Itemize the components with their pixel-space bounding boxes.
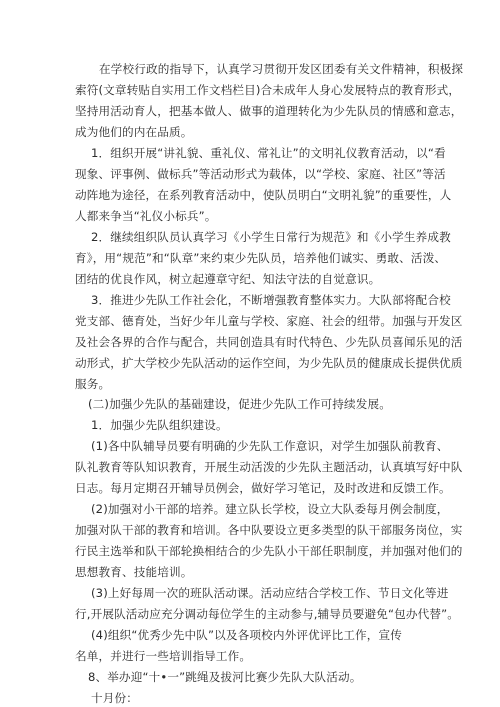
text-line: (3)上好每周一次的班队活动课。活动应结合学校工作、节日文化等进: [91, 586, 449, 600]
text-line: 1．加强少先队组织建设。: [91, 418, 228, 432]
text-line: 党支部、德育处，当好少年儿童与学校、家庭、社会的纽带。加强与开发区: [75, 314, 463, 328]
text-line: (二)加强少先队的基础建设，促进少先队工作可持续发展。: [88, 397, 391, 411]
text-line: 1．组织开展“讲礼貌、重礼仪、常礼让”的文明礼仪教育活动，以“看: [91, 146, 446, 160]
text-line: 动形式，扩大学校少先队活动的运作空间，为少先队员的健康成长提供优质: [75, 356, 463, 370]
text-line: 索符(文章转贴自实用工作文档栏目)合未成年人身心发展特点的教育形式，: [75, 83, 461, 97]
text-line: 2．继续组织队员认真学习《小学生日常行为规范》和《小学生养成教: [91, 230, 451, 244]
text-line: 团结的优良作风，树立起遵章守纪、知法守法的自觉意识。: [75, 272, 381, 286]
text-line: 现象、评事例、做标兵”等活动形式为载体，以“学校、家庭、社区”等活: [75, 167, 446, 181]
text-line: 行民主选举和队干部轮换相结合的少先队小干部任职制度，并加强对他们的: [75, 544, 463, 558]
text-line: 人都来争当“礼仪小标兵”。: [75, 209, 217, 223]
text-line: 十月份：: [91, 691, 138, 705]
text-line: (4)组织“优秀少先中队”以及各项校内外评优评比工作，宣传: [91, 628, 403, 642]
text-line: 队礼教育等队知识教育，开展生动活泼的少先队主题活动，认真填写好中队: [75, 460, 463, 474]
text-line: 加强对队干部的教育和培训。各中队要设立更多类型的队干部服务岗位，实: [75, 523, 463, 537]
text-line: 及社会各界的合作与配合，共同创造具有时代特色、少先队员喜闻乐见的活: [75, 335, 463, 349]
text-line: 动阵地为途径，在系列教育活动中，使队员明白“文明礼貌”的重要性，人: [75, 188, 452, 202]
text-line: 服务。: [75, 377, 111, 391]
text-line: 日志。每月定期召开辅导员例会，做好学习笔记，及时改进和反馈工作。: [75, 481, 451, 495]
text-line: 8、举办迎“十•一”跳绳及拔河比赛少先队大队活动。: [88, 670, 362, 684]
text-line: 名单，并进行一些培训指导工作。: [75, 649, 252, 663]
text-line: (2)加强对小干部的培养。建立队长学校，设立大队委每月例会制度，: [91, 502, 449, 516]
text-line: 3．推进少先队工作社会化，不断增强教育整体实力。大队部将配合校: [91, 293, 451, 307]
text-line: 育》，用“规范”和“队章”来约束少先队员，培养他们诚实、勇敢、活泼、: [75, 251, 447, 265]
text-line: 成为他们的内在品质。: [75, 125, 193, 139]
text-line: 坚持用活动育人，把基本做人、做事的道理转化为少先队员的情感和意志，: [75, 104, 463, 118]
text-line: 行,开展队活动应充分调动每位学生的主动参与,辅导员要避免“包办代替”。: [75, 607, 460, 621]
text-line: (1)各中队辅导员要有明确的少先队工作意识，对学生加强队前教育、: [91, 439, 449, 453]
text-line: 在学校行政的指导下，认真学习贯彻开发区团委有关文件精神，积极探: [99, 62, 464, 76]
text-line: 思想教育、技能培训。: [75, 565, 193, 579]
